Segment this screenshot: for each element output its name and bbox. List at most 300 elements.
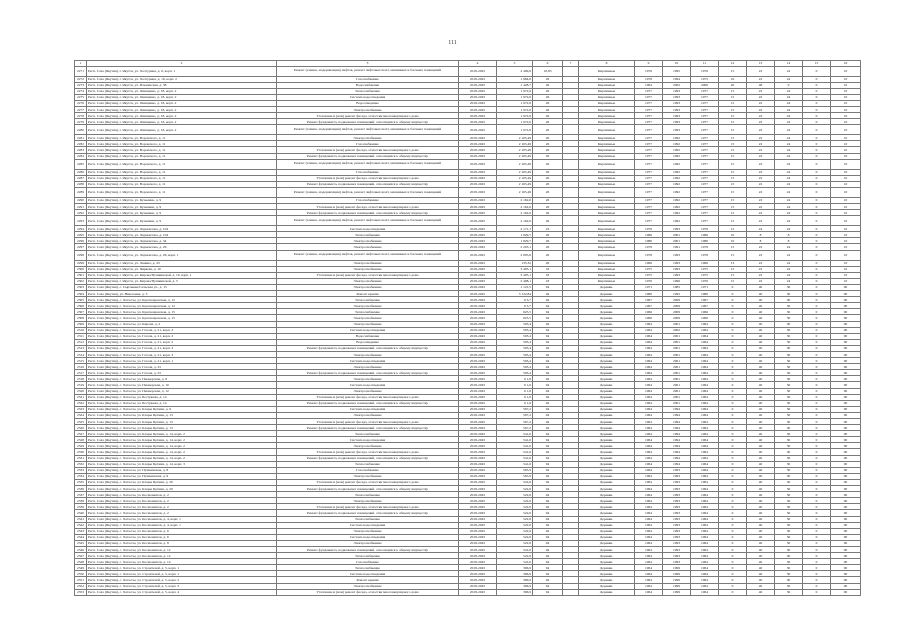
column-header-4: 4 [459,61,497,67]
cell-c12: 40 [747,358,775,364]
cell-y2: 1992 [663,181,691,187]
cell-c13: 24 [775,159,803,169]
cell-y2: 1999 [663,577,691,583]
cell-y3: 1977 [691,113,719,119]
cell-years: 2018-2045 [459,473,497,479]
cell-c12: 40 [747,406,775,412]
cell-cost: 541,6 [497,443,533,449]
cell-work: Электроснабжение [277,443,459,449]
cell-work: Ремонт (замена, модернизация) лифтов, ремонт лифтовых шахт, машинных и блочных помещений [277,159,459,169]
cell-years: 2018-2045 [459,412,497,418]
cell-c11: 0 [719,388,747,394]
cell-mat: Деревян. [579,351,635,357]
cell-c12: 22 [747,169,775,175]
cell-c14: 0 [803,260,831,266]
table-row [75,187,861,197]
cell-work: Теплоснабжение [277,565,459,571]
cell-cost: 396,9 [497,583,533,589]
cell-y1: 1964 [635,553,663,559]
cell-c11: 15 [719,272,747,278]
cell-n: 2353 [75,589,87,595]
cell-c11: 0 [719,284,747,290]
cell-y1: 1977 [635,197,663,203]
cell-c14: 0 [803,528,831,534]
cell-cost: 2 165,49 [497,153,533,159]
cell-c12: 40 [747,516,775,522]
cell-addr: Респ. Саха (Якутия), г. Якутск, ул. Кузьмина, д. 9 [87,204,277,210]
cell-c11: 0 [719,510,747,516]
cell-work: Ремонт (замена, модернизация) лифтов, ремонт лифтовых шахт, машинных и блочных помещений [277,216,459,226]
cell-c13: 30 [775,583,803,589]
cell-y3: 1977 [691,159,719,169]
cell-mat: Деревян. [579,498,635,504]
column-header-6: 6 [533,61,563,67]
cell-y3: 1977 [691,106,719,112]
cell-years: 2018-2045 [459,119,497,125]
cell-c11: 15 [719,100,747,106]
cell-work: Утепление и (или) ремонт фасада, отмостки многоквартирного дома [277,504,459,510]
cell-c15: 00 [831,479,861,485]
cell-y1: 1964 [635,516,663,522]
cell-y3: 1964 [691,449,719,455]
cell-c11: 0 [719,339,747,345]
cell-mat: Деревян. [579,437,635,443]
cell-c15: 00 [831,443,861,449]
cell-c15: 00 [831,498,861,504]
cell-years: 2018-2045 [459,492,497,498]
cell-c12: 22 [747,106,775,112]
cell-c12: 40 [747,376,775,382]
cell-y3: 1977 [691,187,719,197]
cell-y2: 2001 [663,400,691,406]
cell-k1: 94 [533,540,563,546]
cell-y3: 1964 [691,492,719,498]
cell-c11: 15 [719,88,747,94]
cell-k1: 94 [533,528,563,534]
cell-addr: Респ. Саха (Якутия), с. Хатассы, ул. Строителей, д. 5, корп. 1 [87,565,277,571]
cell-work: Система водоотведения [277,406,459,412]
cell-c12: 40 [747,461,775,467]
cell-k1: 94 [533,473,563,479]
cell-y1: 1977 [635,106,663,112]
cell-c15: 10 [831,266,861,272]
cell-mat: Деревян. [579,419,635,425]
cell-y1: 1964 [635,492,663,498]
cell-cost: 625,5 [497,309,533,315]
cell-c12: 40 [747,559,775,565]
cell-y1: 1964 [635,467,663,473]
cell-c13: 24 [775,204,803,210]
cell-c14: 0 [803,589,831,595]
cell-c12: 22 [747,266,775,272]
cell-n: 2275 [75,94,87,100]
cell-n: 2271 [75,66,87,76]
cell-c11: 0 [719,546,747,552]
cell-addr: Респ. Саха (Якутия), г. Якутск, ул. Онищенко, д. 18, корп. 2 [87,119,277,125]
cell-addr: Респ. Саха (Якутия), с. Хатассы, ул. Краснояровская, д. 15 [87,315,277,321]
cell-c11: 0 [719,565,747,571]
cell-cost: 6 1,6 [497,382,533,388]
cell-k1: 94 [533,321,563,327]
cell-c11: 15 [719,250,747,260]
column-header-1: 1 [75,61,87,67]
cell-c12: 22 [747,278,775,284]
cell-c11: 0 [719,589,747,595]
cell-cost: 6 1,6 [497,388,533,394]
cell-y3: 1970 [691,278,719,284]
cell-k1: 26 [533,76,563,82]
cell-y2: 2001 [663,232,691,238]
column-header-3: 3 [277,61,459,67]
cell-c12: 40 [747,297,775,303]
cell-work: Теплоснабжение [277,232,459,238]
cell-c12: 40 [747,309,775,315]
cell-c11: 0 [719,522,747,528]
cell-y1: 1975 [635,272,663,278]
cell-c11: 20 [719,82,747,88]
cell-c14: 0 [803,540,831,546]
cell-work: Электроснабжение [277,540,459,546]
cell-c14: 0 [803,244,831,250]
cell-y3: 1964 [691,370,719,376]
cell-c11: 0 [719,309,747,315]
cell-c13: 30 [775,534,803,540]
cell-mat: Кирпичные [579,250,635,260]
cell-c14: 0 [803,412,831,418]
cell-c11: 15 [719,147,747,153]
cell-mat: Кирпичные [579,159,635,169]
cell-c12: 40 [747,443,775,449]
cell-c14: 0 [803,147,831,153]
cell-cost: 541,6 [497,461,533,467]
cell-c15: 10 [831,147,861,153]
cell-c12: 22 [747,135,775,141]
cell-c12: 40 [747,522,775,528]
cell-c15: 10 [831,187,861,197]
cell-c12: 22 [747,141,775,147]
cell-y3: 1976 [691,226,719,232]
cell-work: Теплоснабжение [277,88,459,94]
cell-c14: 0 [803,565,831,571]
cell-y2: 1992 [663,204,691,210]
cell-c15: 00 [831,376,861,382]
cell-c14: 0 [803,358,831,364]
cell-y1: 1964 [635,376,663,382]
cell-y2: 2009 [663,315,691,321]
cell-y2: 1993 [663,226,691,232]
cell-c13: 24 [775,250,803,260]
cell-mat: Деревян. [579,309,635,315]
cell-y3: 1967 [691,303,719,309]
cell-years: 2018-2045 [459,278,497,284]
cell-c13: 24 [775,187,803,197]
cell-y3: 1964 [691,559,719,565]
cell-k1: 94 [533,425,563,431]
cell-c14: 0 [803,135,831,141]
cell-y3: 1964 [691,540,719,546]
cell-n: 2280 [75,125,87,135]
cell-k1: 26 [533,106,563,112]
cell-y2: 1992 [663,135,691,141]
column-header-7: 7 [563,61,579,67]
cell-n: 2285 [75,159,87,169]
cell-n: 2325 [75,419,87,425]
cell-addr: Респ. Саха (Якутия), с. Хатассы, ул. Космонавтов, д. 2 [87,510,277,516]
cell-cost: 522,6 [497,492,533,498]
cell-mat: Кирпичные [579,181,635,187]
cell-work: Водоснабжение [277,333,459,339]
cell-y2: 1993 [663,510,691,516]
cell-c12: 40 [747,498,775,504]
cell-work: Газоснабжение [277,76,459,82]
cell-cost: 1 972,6 [497,119,533,125]
cell-c14: 0 [803,119,831,125]
cell-addr: Респ. Саха (Якутия), с. Хатассы, ул. Клары Цеткин, д. 13 [87,412,277,418]
cell-years: 2018-2045 [459,181,497,187]
cell-work: Ремонт фундамента, подвальных помещений, относящихся к общему имуществу [277,546,459,552]
cell-k1: 26 [533,197,563,203]
cell-addr: Респ. Саха (Якутия), с. Хатассы, ул. Пушкинская, д. 9 [87,473,277,479]
cell-mat: Деревян. [579,540,635,546]
cell-c11: 15 [719,226,747,232]
cell-mat: Деревян. [579,315,635,321]
cell-c15: 00 [831,291,861,297]
cell-y3: 1977 [691,204,719,210]
cell-y1: 1967 [635,297,663,303]
cell-n: 2347 [75,553,87,559]
cell-k1: 94 [533,406,563,412]
cell-cost: 593,4 [497,364,533,370]
cell-c15: 00 [831,382,861,388]
cell-y1: 1964 [635,504,663,510]
cell-mat: Деревян. [579,425,635,431]
cell-y2: 1992 [663,147,691,153]
cell-y1: 1977 [635,175,663,181]
cell-n: 2334 [75,473,87,479]
cell-y1: 1964 [635,540,663,546]
cell-y1: 1964 [635,534,663,540]
cell-cost: 565,9 [497,473,533,479]
cell-years: 2018-2045 [459,345,497,351]
cell-c12: 40 [747,437,775,443]
column-header-5: 5 [497,61,533,67]
cell-cost: 593,4 [497,321,533,327]
cell-work: Система водоотведения [277,358,459,364]
cell-years: 2018-2045 [459,486,497,492]
cell-c15: 00 [831,315,861,321]
cell-c11: 0 [719,437,747,443]
cell-c15: 00 [831,455,861,461]
cell-cost: 2 162,6 [497,210,533,216]
cell-work: Электроснабжение [277,412,459,418]
cell-years: 2018-2045 [459,351,497,357]
cell-c15: 00 [831,449,861,455]
cell-k1: 26 [533,94,563,100]
cell-n: 2283 [75,147,87,153]
cell-y1: 1964 [635,339,663,345]
cell-mat: Кирпичные [579,197,635,203]
cell-work: Ремонт фундамента, подвальных помещений, относящихся к общему имуществу [277,400,459,406]
cell-work: Система водоотведения [277,437,459,443]
cell-y1: 1964 [635,577,663,583]
cell-c12: 40 [747,473,775,479]
cell-n: 2284 [75,153,87,159]
cell-years: 2018-2045 [459,546,497,552]
cell-y1: 1966 [635,309,663,315]
cell-addr: Респ. Саха (Якутия), с. Хатассы, ул. Космонавтов, д. 4, корп. 1 [87,522,277,528]
cell-c13: 30 [775,467,803,473]
cell-c15: 00 [831,333,861,339]
cell-n: 2327 [75,431,87,437]
cell-c11: 0 [719,394,747,400]
cell-k1: 18 [533,272,563,278]
cell-years: 2018-2045 [459,419,497,425]
cell-cost: 541,6 [497,431,533,437]
cell-c12: 40 [747,364,775,370]
cell-years: 2018-2045 [459,400,497,406]
cell-k1: 94 [533,339,563,345]
cell-y2: 1993 [663,522,691,528]
cell-k1: 94 [533,284,563,290]
cell-addr: Респ. Саха (Якутия), г. Якутск, ул. Кузьмина, д. 9 [87,210,277,216]
cell-mat: Деревян. [579,473,635,479]
cell-c14: 0 [803,473,831,479]
cell-cost: 567,2 [497,412,533,418]
cell-y3: 1964 [691,516,719,522]
cell-c14: 0 [803,94,831,100]
cell-addr: Респ. Саха (Якутия), г. Якутск, ул. Лермонтова, д. 26 [87,244,277,250]
cell-addr: Респ. Саха (Якутия), с. Хатассы, ул. Краснояровская, д. 12 [87,303,277,309]
cell-c11: 0 [719,425,747,431]
cell-addr: Респ. Саха (Якутия), г. Якутск, ул. Онищенко, д. 18, корп. 2 [87,106,277,112]
cell-cost: 396,9 [497,571,533,577]
cell-y2: 1996 [663,278,691,284]
cell-k1: 26 [533,159,563,169]
cell-k1: 26 [533,153,563,159]
cell-c11: 15 [719,175,747,181]
cell-y3: 1964 [691,571,719,577]
cell-addr: Респ. Саха (Якутия), с. Сыртыкан/Сельская ул., д. 15 [87,284,277,290]
cell-c11: 13 [719,260,747,266]
cell-c15: 00 [831,297,861,303]
cell-c14: 0 [803,216,831,226]
cell-n: 2312 [75,339,87,345]
cell-cost: 522,6 [497,516,533,522]
cell-c11: 0 [719,449,747,455]
cell-c14: 0 [803,534,831,540]
cell-years: 2018-2045 [459,216,497,226]
cell-n: 2342 [75,522,87,528]
cell-c15: 10 [831,153,861,159]
cell-addr: Респ. Саха (Якутия), г. Якутск, ул. Ильменская, д. 38 [87,82,277,88]
cell-cost: 541,6 [497,449,533,455]
cell-c13: 30 [775,492,803,498]
cell-addr: Респ. Саха (Якутия), с. Хатассы, ул. Гоголя, д. 25 [87,364,277,370]
cell-c11: 0 [719,583,747,589]
cell-c11: 0 [719,479,747,485]
cell-c15: 00 [831,559,861,565]
cell-y1: 1964 [635,571,663,577]
cell-c13: 30 [775,473,803,479]
cell-c14: 0 [803,461,831,467]
cell-addr: Респ. Саха (Якутия), ул. Николаева, д. 3 [87,291,277,297]
cell-k1: 94 [533,492,563,498]
cell-y2: 1993 [663,100,691,106]
cell-cost: 565,9 [497,467,533,473]
cell-y2: 1992 [663,197,691,203]
cell-cost: 541,6 [497,455,533,461]
cell-k2 [563,589,579,595]
cell-years: 2018-2045 [459,159,497,169]
cell-k1: 94 [533,364,563,370]
cell-y3: 1964 [691,406,719,412]
cell-n: 2319 [75,382,87,388]
cell-cost: 522,6 [497,559,533,565]
cell-cost: 567,2 [497,425,533,431]
cell-addr: Респ. Саха (Якутия), с. Хатассы, ул. Клары Цеткин, д. 9 [87,406,277,412]
cell-y2: 1993 [663,125,691,135]
cell-c15: 00 [831,571,861,577]
cell-c13: 24 [775,135,803,141]
cell-cost: 3 405,1 [497,266,533,272]
cell-k1: 94 [533,479,563,485]
cell-years: 2018-2045 [459,175,497,181]
cell-addr: Респ. Саха (Якутия), г. Якутск, ул. Онищенко, д. 18, корп. 2 [87,94,277,100]
cell-n: 2314 [75,351,87,357]
cell-years: 2018-2045 [459,583,497,589]
cell-addr: Респ. Саха (Якутия), с. Хатассы, ул. Гоголя, д. 21, корп. 2 [87,339,277,345]
cell-c11: 15 [719,187,747,197]
cell-c14: 0 [803,492,831,498]
cell-n: 2349 [75,565,87,571]
cell-mat: Деревян. [579,528,635,534]
cell-c15: 00 [831,309,861,315]
cell-k1: 26 [533,232,563,238]
cell-n: 2321 [75,394,87,400]
cell-addr: Респ. Саха (Якутия), г. Якутск, ул. Воровского, д. 11 [87,135,277,141]
cell-cost: 1 972,6 [497,94,533,100]
cell-y2: 2009 [663,309,691,315]
cell-y1: 1966 [635,315,663,321]
cell-addr: Респ. Саха (Якутия), г. Якутск, ул. Воровского, д. 11 [87,141,277,147]
cell-addr: Респ. Саха (Якутия), с. Хатассы, ул. Клары Цеткин, д. 14, корп. 2 [87,437,277,443]
cell-y2: 2001 [663,321,691,327]
cell-k1: 94 [533,345,563,351]
cell-addr: Респ. Саха (Якутия), с. Хатассы, ул. Космонавтов, д. 6 [87,534,277,540]
cell-addr: Респ. Саха (Якутия), с. Хатассы, ул. Клары Цеткин, д. 13 [87,425,277,431]
cell-c11: 15 [719,113,747,119]
cell-mat: Деревян. [579,583,635,589]
cell-cost: 6 1,6 [497,400,533,406]
cell-mat: Кирпичные [579,66,635,76]
column-header-15: 15 [803,61,831,67]
cell-n: 2330 [75,449,87,455]
cell-c13: 30 [775,364,803,370]
cell-n: 2331 [75,455,87,461]
cell-work: Электроснабжение [277,278,459,284]
cell-c15: 00 [831,510,861,516]
cell-c12: 40 [747,345,775,351]
cell-y1: 1978 [635,76,663,82]
table-row [75,159,861,169]
cell-c13: 30 [775,321,803,327]
cell-mat: Кирпичные [579,204,635,210]
cell-n: 2309 [75,321,87,327]
cell-y1: 1979 [635,244,663,250]
cell-k2 [563,159,579,169]
cell-y1: 1964 [635,455,663,461]
cell-work: Электроснабжение [277,315,459,321]
